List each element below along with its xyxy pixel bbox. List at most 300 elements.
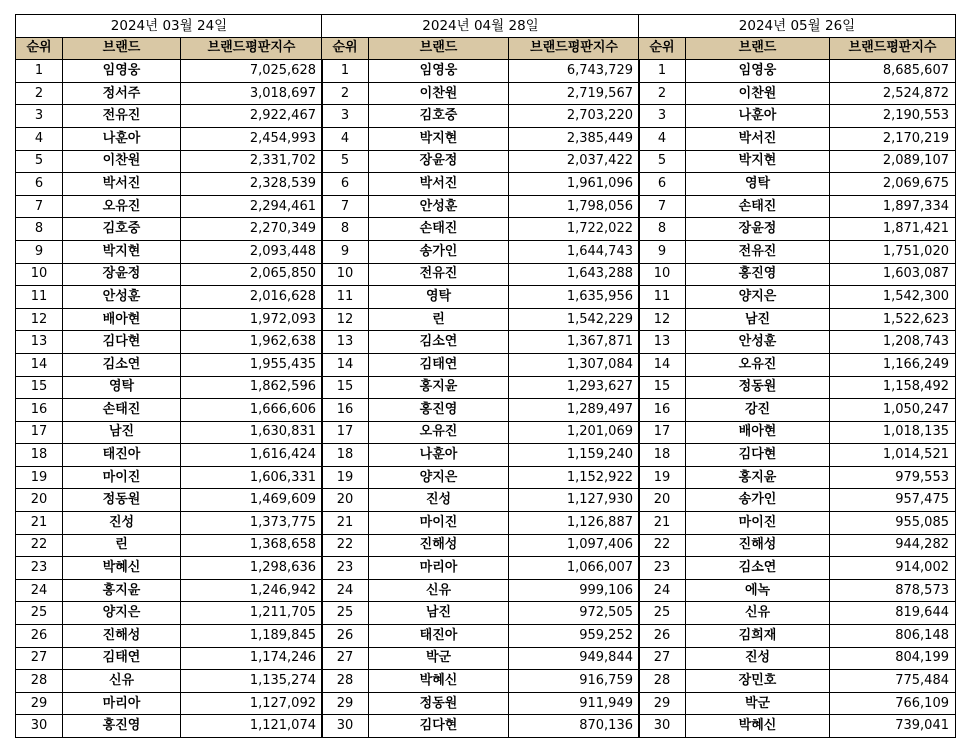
- rank-cell: 12: [639, 308, 686, 331]
- rank-cell: 12: [322, 308, 369, 331]
- index-value-cell: 1,469,609: [181, 489, 323, 512]
- index-value-cell: 870,136: [509, 715, 640, 738]
- col-header-index: 브랜드평판지수: [830, 37, 956, 60]
- rank-cell: 8: [16, 218, 63, 241]
- table-row: [639, 489, 956, 512]
- brand-name-cell: 박서진: [63, 173, 181, 196]
- brand-name-cell: 나훈아: [63, 127, 181, 150]
- rank-cell: 23: [322, 557, 369, 580]
- table-row: [16, 286, 323, 309]
- table-row: [639, 263, 956, 286]
- rank-cell: 2: [322, 82, 369, 105]
- table-row: [16, 579, 323, 602]
- rank-cell: 22: [16, 534, 63, 557]
- index-value-cell: 1,542,300: [830, 286, 956, 309]
- table-row: [639, 308, 956, 331]
- rank-cell: 21: [322, 512, 369, 535]
- index-value-cell: 1,373,775: [181, 512, 323, 535]
- brand-name-cell: 박혜신: [369, 670, 509, 693]
- index-value-cell: 979,553: [830, 466, 956, 489]
- table-row: [639, 218, 956, 241]
- index-value-cell: 2,069,675: [830, 173, 956, 196]
- rank-cell: 25: [639, 602, 686, 625]
- table-row: [16, 218, 323, 241]
- index-value-cell: 2,385,449: [509, 127, 640, 150]
- table-row: [16, 557, 323, 580]
- rank-cell: 10: [639, 263, 686, 286]
- brand-name-cell: 정동원: [686, 376, 830, 399]
- table-row: [16, 150, 323, 173]
- table-row: [639, 376, 956, 399]
- table-row: [639, 127, 956, 150]
- table-row: [16, 715, 323, 738]
- col-header-rank: 순위: [322, 37, 369, 60]
- table-body: [16, 60, 323, 738]
- brand-name-cell: 영탁: [369, 286, 509, 309]
- index-value-cell: 1,174,246: [181, 647, 323, 670]
- brand-name-cell: 마리아: [369, 557, 509, 580]
- brand-name-cell: 정동원: [63, 489, 181, 512]
- table-row: [639, 466, 956, 489]
- table-row: [322, 240, 640, 263]
- index-value-cell: 911,949: [509, 692, 640, 715]
- brand-name-cell: 김호중: [63, 218, 181, 241]
- table-row: [639, 331, 956, 354]
- brand-name-cell: 양지은: [369, 466, 509, 489]
- brand-name-cell: 안성훈: [686, 331, 830, 354]
- rank-cell: 14: [16, 353, 63, 376]
- index-value-cell: 914,002: [830, 557, 956, 580]
- table-date: 2024년 04월 28일: [322, 15, 640, 38]
- index-value-cell: 1,289,497: [509, 399, 640, 422]
- table-row: [639, 579, 956, 602]
- table-row: [322, 692, 640, 715]
- table-row: [322, 399, 640, 422]
- table-row: [322, 602, 640, 625]
- table-row: [16, 421, 323, 444]
- rank-cell: 5: [322, 150, 369, 173]
- index-value-cell: 1,211,705: [181, 602, 323, 625]
- index-value-cell: 1,189,845: [181, 625, 323, 648]
- rank-cell: 17: [322, 421, 369, 444]
- table-row: [639, 557, 956, 580]
- table-row: [322, 421, 640, 444]
- table-row: [322, 444, 640, 467]
- table-row: [322, 557, 640, 580]
- index-value-cell: 1,158,492: [830, 376, 956, 399]
- table-row: [639, 286, 956, 309]
- index-value-cell: 3,018,697: [181, 82, 323, 105]
- index-value-cell: 1,121,074: [181, 715, 323, 738]
- rank-cell: 25: [322, 602, 369, 625]
- table-row: [16, 625, 323, 648]
- index-value-cell: 1,630,831: [181, 421, 323, 444]
- brand-name-cell: 홍지윤: [63, 579, 181, 602]
- table-row: [639, 670, 956, 693]
- index-value-cell: 2,065,850: [181, 263, 323, 286]
- index-value-cell: 1,635,956: [509, 286, 640, 309]
- index-value-cell: 8,685,607: [830, 60, 956, 83]
- table-row: [322, 127, 640, 150]
- brand-name-cell: 마이진: [369, 512, 509, 535]
- index-value-cell: 1,367,871: [509, 331, 640, 354]
- brand-name-cell: 김다현: [369, 715, 509, 738]
- brand-name-cell: 신유: [369, 579, 509, 602]
- index-value-cell: 1,201,069: [509, 421, 640, 444]
- table-row: [639, 715, 956, 738]
- rank-cell: 19: [639, 466, 686, 489]
- brand-name-cell: 안성훈: [63, 286, 181, 309]
- rank-cell: 19: [322, 466, 369, 489]
- table-row: [16, 602, 323, 625]
- index-value-cell: 1,368,658: [181, 534, 323, 557]
- rank-cell: 2: [16, 82, 63, 105]
- table-row: [322, 173, 640, 196]
- table-row: [639, 60, 956, 83]
- index-value-cell: 2,037,422: [509, 150, 640, 173]
- table-row: [16, 263, 323, 286]
- table-row: [639, 512, 956, 535]
- rank-cell: 28: [322, 670, 369, 693]
- rank-cell: 29: [322, 692, 369, 715]
- brand-name-cell: 진성: [369, 489, 509, 512]
- brand-name-cell: 홍진영: [63, 715, 181, 738]
- rank-cell: 17: [16, 421, 63, 444]
- table-row: [16, 127, 323, 150]
- index-value-cell: 2,331,702: [181, 150, 323, 173]
- rank-cell: 30: [639, 715, 686, 738]
- rank-cell: 27: [639, 647, 686, 670]
- rank-cell: 7: [322, 195, 369, 218]
- brand-name-cell: 영탁: [686, 173, 830, 196]
- table-row: [322, 625, 640, 648]
- rank-cell: 18: [322, 444, 369, 467]
- index-value-cell: 1,066,007: [509, 557, 640, 580]
- rank-cell: 1: [16, 60, 63, 83]
- brand-name-cell: 신유: [63, 670, 181, 693]
- rank-cell: 15: [639, 376, 686, 399]
- brand-name-cell: 마리아: [63, 692, 181, 715]
- brand-name-cell: 박지현: [686, 150, 830, 173]
- table-row: [639, 173, 956, 196]
- brand-name-cell: 김희재: [686, 625, 830, 648]
- index-value-cell: 804,199: [830, 647, 956, 670]
- rank-cell: 13: [322, 331, 369, 354]
- index-value-cell: 7,025,628: [181, 60, 323, 83]
- rank-cell: 22: [322, 534, 369, 557]
- table-body: [639, 60, 956, 738]
- brand-name-cell: 마이진: [686, 512, 830, 535]
- brand-name-cell: 김다현: [686, 444, 830, 467]
- brand-name-cell: 진해성: [63, 625, 181, 648]
- index-value-cell: 949,844: [509, 647, 640, 670]
- brand-name-cell: 에녹: [686, 579, 830, 602]
- brand-name-cell: 이찬원: [369, 82, 509, 105]
- rank-cell: 8: [322, 218, 369, 241]
- index-value-cell: 1,961,096: [509, 173, 640, 196]
- rank-cell: 29: [639, 692, 686, 715]
- brand-name-cell: 박군: [369, 647, 509, 670]
- col-header-index: 브랜드평판지수: [509, 37, 640, 60]
- table-row: [322, 489, 640, 512]
- brand-name-cell: 양지은: [686, 286, 830, 309]
- rank-cell: 2: [639, 82, 686, 105]
- rank-cell: 24: [16, 579, 63, 602]
- table-row: [16, 60, 323, 83]
- rank-cell: 11: [639, 286, 686, 309]
- rank-cell: 28: [16, 670, 63, 693]
- rank-cell: 6: [639, 173, 686, 196]
- index-value-cell: 6,743,729: [509, 60, 640, 83]
- brand-name-cell: 신유: [686, 602, 830, 625]
- brand-name-cell: 남진: [369, 602, 509, 625]
- brand-name-cell: 진성: [63, 512, 181, 535]
- brand-name-cell: 손태진: [369, 218, 509, 241]
- table-row: [639, 105, 956, 128]
- ranking-table-may: [638, 14, 956, 738]
- brand-name-cell: 안성훈: [369, 195, 509, 218]
- index-value-cell: 1,644,743: [509, 240, 640, 263]
- table-row: [639, 444, 956, 467]
- rank-cell: 13: [639, 331, 686, 354]
- rank-cell: 7: [639, 195, 686, 218]
- rank-cell: 24: [639, 579, 686, 602]
- rank-cell: 4: [639, 127, 686, 150]
- brand-name-cell: 나훈아: [686, 105, 830, 128]
- index-value-cell: 1,542,229: [509, 308, 640, 331]
- brand-name-cell: 장민호: [686, 670, 830, 693]
- table-row: [322, 150, 640, 173]
- rank-cell: 10: [16, 263, 63, 286]
- rank-cell: 3: [322, 105, 369, 128]
- brand-name-cell: 양지은: [63, 602, 181, 625]
- index-value-cell: 1,127,930: [509, 489, 640, 512]
- rank-cell: 27: [16, 647, 63, 670]
- index-value-cell: 1,246,942: [181, 579, 323, 602]
- index-value-cell: 2,089,107: [830, 150, 956, 173]
- index-value-cell: 972,505: [509, 602, 640, 625]
- table-row: [16, 692, 323, 715]
- index-value-cell: 2,719,567: [509, 82, 640, 105]
- index-value-cell: 1,050,247: [830, 399, 956, 422]
- index-value-cell: 1,751,020: [830, 240, 956, 263]
- rank-cell: 4: [322, 127, 369, 150]
- table-row: [639, 602, 956, 625]
- table-row: [16, 444, 323, 467]
- rank-cell: 20: [322, 489, 369, 512]
- col-header-brand: 브랜드: [686, 37, 830, 60]
- index-value-cell: 1,097,406: [509, 534, 640, 557]
- index-value-cell: 2,524,872: [830, 82, 956, 105]
- brand-name-cell: 김소연: [369, 331, 509, 354]
- index-value-cell: 775,484: [830, 670, 956, 693]
- index-value-cell: 2,190,553: [830, 105, 956, 128]
- brand-name-cell: 김다현: [63, 331, 181, 354]
- col-header-index: 브랜드평판지수: [181, 37, 323, 60]
- rank-cell: 23: [16, 557, 63, 580]
- table-row: [322, 331, 640, 354]
- table-row: [322, 286, 640, 309]
- brand-name-cell: 장윤정: [686, 218, 830, 241]
- brand-name-cell: 홍진영: [369, 399, 509, 422]
- rank-cell: 15: [322, 376, 369, 399]
- table-row: [16, 105, 323, 128]
- index-value-cell: 2,016,628: [181, 286, 323, 309]
- brand-name-cell: 장윤정: [63, 263, 181, 286]
- brand-name-cell: 박군: [686, 692, 830, 715]
- index-value-cell: 1,293,627: [509, 376, 640, 399]
- rank-cell: 5: [16, 150, 63, 173]
- index-value-cell: 2,703,220: [509, 105, 640, 128]
- table-row: [639, 534, 956, 557]
- index-value-cell: 739,041: [830, 715, 956, 738]
- table-row: [16, 240, 323, 263]
- index-value-cell: 1,307,084: [509, 353, 640, 376]
- index-value-cell: 2,093,448: [181, 240, 323, 263]
- rank-cell: 24: [322, 579, 369, 602]
- table-row: [16, 399, 323, 422]
- index-value-cell: 1,606,331: [181, 466, 323, 489]
- table-row: [16, 670, 323, 693]
- rank-cell: 14: [322, 353, 369, 376]
- index-value-cell: 1,126,887: [509, 512, 640, 535]
- brand-name-cell: 박서진: [686, 127, 830, 150]
- brand-name-cell: 손태진: [686, 195, 830, 218]
- rank-cell: 1: [639, 60, 686, 83]
- brand-name-cell: 배아현: [686, 421, 830, 444]
- brand-name-cell: 김태연: [369, 353, 509, 376]
- table-row: [16, 376, 323, 399]
- table-row: [322, 82, 640, 105]
- table-row: [322, 218, 640, 241]
- rank-cell: 21: [16, 512, 63, 535]
- rank-cell: 28: [639, 670, 686, 693]
- rank-cell: 15: [16, 376, 63, 399]
- brand-name-cell: 이찬원: [686, 82, 830, 105]
- rank-cell: 6: [322, 173, 369, 196]
- table-row: [16, 82, 323, 105]
- brand-name-cell: 진해성: [369, 534, 509, 557]
- brand-name-cell: 박서진: [369, 173, 509, 196]
- rank-cell: 4: [16, 127, 63, 150]
- table-row: [639, 353, 956, 376]
- table-body: [322, 60, 640, 738]
- index-value-cell: 1,014,521: [830, 444, 956, 467]
- brand-name-cell: 김소연: [686, 557, 830, 580]
- index-value-cell: 806,148: [830, 625, 956, 648]
- index-value-cell: 1,298,636: [181, 557, 323, 580]
- rank-cell: 27: [322, 647, 369, 670]
- index-value-cell: 1,798,056: [509, 195, 640, 218]
- brand-name-cell: 장윤정: [369, 150, 509, 173]
- brand-name-cell: 김소연: [63, 353, 181, 376]
- rank-cell: 26: [639, 625, 686, 648]
- table-row: [322, 376, 640, 399]
- table-row: [16, 466, 323, 489]
- index-value-cell: 1,152,922: [509, 466, 640, 489]
- table-row: [16, 512, 323, 535]
- rank-cell: 7: [16, 195, 63, 218]
- table-row: [322, 308, 640, 331]
- rank-cell: 9: [639, 240, 686, 263]
- index-value-cell: 1,972,093: [181, 308, 323, 331]
- rank-cell: 1: [322, 60, 369, 83]
- rank-cell: 9: [16, 240, 63, 263]
- rank-cell: 16: [322, 399, 369, 422]
- rank-cell: 8: [639, 218, 686, 241]
- rank-cell: 17: [639, 421, 686, 444]
- index-value-cell: 1,522,623: [830, 308, 956, 331]
- rank-cell: 18: [16, 444, 63, 467]
- brand-name-cell: 오유진: [369, 421, 509, 444]
- brand-name-cell: 김호중: [369, 105, 509, 128]
- table-row: [16, 195, 323, 218]
- brand-name-cell: 태진아: [369, 625, 509, 648]
- index-value-cell: 2,294,461: [181, 195, 323, 218]
- brand-name-cell: 전유진: [63, 105, 181, 128]
- index-value-cell: 1,962,638: [181, 331, 323, 354]
- rank-cell: 12: [16, 308, 63, 331]
- brand-name-cell: 강진: [686, 399, 830, 422]
- table-row: [639, 421, 956, 444]
- index-value-cell: 2,922,467: [181, 105, 323, 128]
- table-row: [639, 647, 956, 670]
- table-row: [639, 399, 956, 422]
- rank-cell: 19: [16, 466, 63, 489]
- brand-name-cell: 홍지윤: [369, 376, 509, 399]
- index-value-cell: 1,208,743: [830, 331, 956, 354]
- rank-cell: 20: [16, 489, 63, 512]
- table-row: [639, 625, 956, 648]
- index-value-cell: 959,252: [509, 625, 640, 648]
- brand-name-cell: 홍진영: [686, 263, 830, 286]
- table-row: [322, 579, 640, 602]
- index-value-cell: 1,862,596: [181, 376, 323, 399]
- table-row: [322, 670, 640, 693]
- ranking-table-april: [321, 14, 640, 738]
- col-header-brand: 브랜드: [369, 37, 509, 60]
- index-value-cell: 1,127,092: [181, 692, 323, 715]
- brand-name-cell: 임영웅: [686, 60, 830, 83]
- rank-cell: 25: [16, 602, 63, 625]
- rank-cell: 3: [639, 105, 686, 128]
- brand-name-cell: 이찬원: [63, 150, 181, 173]
- brand-name-cell: 린: [369, 308, 509, 331]
- brand-name-cell: 나훈아: [369, 444, 509, 467]
- rank-cell: 26: [322, 625, 369, 648]
- brand-name-cell: 송가인: [369, 240, 509, 263]
- table-date: 2024년 03월 24일: [16, 15, 323, 38]
- brand-name-cell: 남진: [686, 308, 830, 331]
- table-row: [322, 195, 640, 218]
- rank-cell: 21: [639, 512, 686, 535]
- col-header-rank: 순위: [639, 37, 686, 60]
- table-row: [322, 715, 640, 738]
- rank-cell: 11: [322, 286, 369, 309]
- brand-name-cell: 정동원: [369, 692, 509, 715]
- rank-cell: 6: [16, 173, 63, 196]
- col-header-brand: 브랜드: [63, 37, 181, 60]
- table-row: [639, 240, 956, 263]
- index-value-cell: 1,159,240: [509, 444, 640, 467]
- table-row: [322, 353, 640, 376]
- rank-cell: 5: [639, 150, 686, 173]
- table-row: [639, 692, 956, 715]
- ranking-table-march: [15, 14, 323, 738]
- table-row: [639, 150, 956, 173]
- index-value-cell: 878,573: [830, 579, 956, 602]
- table-row: [639, 195, 956, 218]
